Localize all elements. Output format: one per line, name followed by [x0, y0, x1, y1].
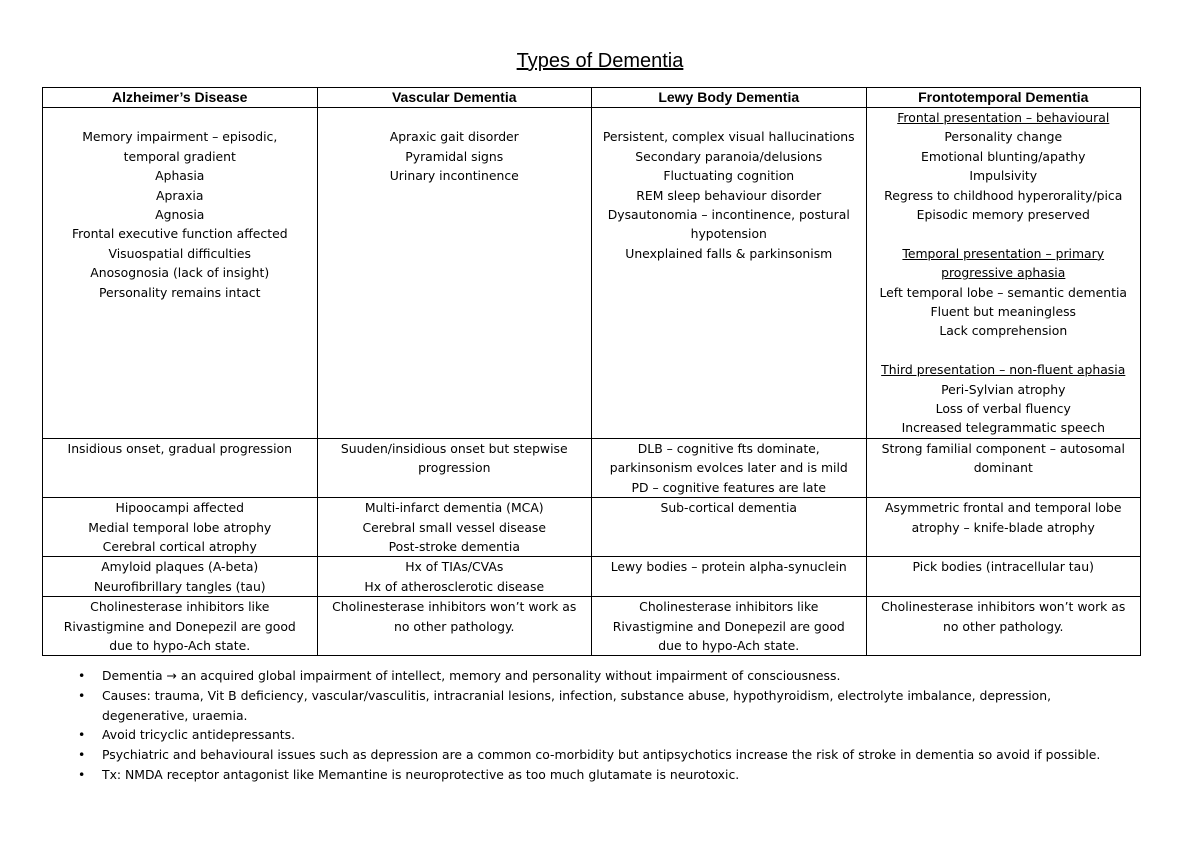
text-line: Peri-Sylvian atrophy [941, 381, 1066, 397]
text-line: atrophy – knife-blade atrophy [911, 519, 1095, 535]
note-item [78, 765, 1138, 785]
text-line: Visuospatial difficulties [108, 245, 251, 261]
cell-lbd-treatment [592, 597, 867, 656]
text-line: Sub-cortical dementia [660, 500, 798, 516]
text-line: temporal gradient [123, 148, 236, 164]
row-anatomy [43, 498, 1141, 557]
header-lewy-body: Lewy Body Dementia [592, 88, 867, 108]
subheading-temporal: progressive aphasia [941, 265, 1066, 281]
note-item [78, 666, 1138, 686]
text-line: progression [418, 460, 491, 476]
header-alzheimers: Alzheimer’s Disease [43, 88, 318, 108]
text-line: Cerebral cortical atrophy [102, 538, 257, 554]
text-line: Medial temporal lobe atrophy [88, 519, 272, 535]
text-line: Agnosia [155, 207, 205, 223]
text-line: Neurofibrillary tangles (tau) [93, 578, 266, 594]
cell-lbd-onset [592, 438, 867, 497]
text-line: due to hypo-Ach state. [658, 637, 800, 653]
text-line: parkinsonism evolces later and is mild [609, 460, 848, 476]
bullet-icon: • [78, 668, 86, 683]
cell-ad-onset [43, 438, 318, 497]
text-line: hypotension [690, 226, 767, 242]
note-text: Avoid tricyclic antidepressants. [102, 727, 296, 743]
text-line: Pyramidal signs [405, 148, 504, 164]
text-line: Frontal executive function affected [71, 226, 288, 242]
text-line: PD – cognitive features are late [631, 479, 826, 495]
cell-ftd-features [866, 108, 1141, 439]
text-line: due to hypo-Ach state. [109, 637, 251, 653]
cell-ad-anatomy [43, 498, 318, 557]
cell-vd-pathology [317, 557, 592, 597]
cell-vd-treatment [317, 597, 592, 656]
text-line: Dysautonomia – incontinence, postural [607, 207, 850, 223]
text-line: Multi-infarct dementia (MCA) [364, 500, 544, 516]
text-line: Left temporal lobe – semantic dementia [879, 284, 1127, 300]
subheading-frontal: Frontal presentation – behavioural [897, 110, 1110, 125]
text-line: Loss of verbal fluency [935, 401, 1071, 417]
text-line: Hipoocampi affected [115, 500, 244, 516]
note-text: Causes: trauma, Vit B deficiency, vascular/vasculitis, intracranial lesions, infection, substance abuse, hypothyroidism, electrolyte imbalance, depression, [102, 687, 1052, 703]
subheading-third: Third presentation – non-fluent aphasia [881, 362, 1126, 378]
text-line: Hx of TIAs/CVAs [405, 559, 504, 575]
note-item [78, 686, 1138, 726]
text-line [871, 341, 1137, 360]
text-line: REM sleep behaviour disorder [636, 187, 822, 203]
text-line: Urinary incontinence [389, 168, 519, 184]
row-pathology [43, 557, 1141, 597]
cell-vd-onset [317, 438, 592, 497]
note-text: Tx: NMDA receptor antagonist like Memantine is neuroprotective as too much glutamate is neurotoxic. [102, 766, 740, 782]
text-line: Aphasia [155, 168, 205, 184]
text-line: Hx of atherosclerotic disease [364, 578, 545, 594]
cell-vd-features [317, 108, 592, 439]
bullet-icon: • [78, 747, 86, 763]
text-line: Episodic memory preserved [916, 207, 1090, 223]
dementia-table [42, 87, 1141, 656]
text-line: Rivastigmine and Donepezil are good [612, 618, 845, 634]
text-line: Suuden/insidious onset but stepwise [340, 440, 568, 456]
row-onset [43, 438, 1141, 497]
text-line [47, 108, 313, 127]
cell-ad-pathology [43, 557, 318, 597]
header-vascular: Vascular Dementia [317, 88, 592, 108]
text-line: Asymmetric frontal and temporal lobe [885, 500, 1122, 516]
bullet-icon: • [78, 687, 86, 703]
text-line: Cerebral small vessel disease [362, 519, 547, 535]
bullet-icon: • [78, 766, 86, 782]
text-line: Strong familial component – autosomal [881, 440, 1125, 456]
text-line: no other pathology. [394, 618, 515, 634]
text-line: Lack comprehension [939, 323, 1068, 339]
text-line: Cholinesterase inhibitors won’t work as [332, 599, 577, 615]
text-line: no other pathology. [943, 618, 1064, 634]
text-line: Secondary paranoia/delusions [635, 148, 823, 164]
text-line [871, 224, 1137, 243]
text-line: Emotional blunting/apathy [921, 148, 1086, 164]
text-line: Rivastigmine and Donepezil are good [63, 618, 296, 634]
header-frontotemporal: Frontotemporal Dementia [866, 88, 1141, 108]
note-text: degenerative, uraemia. [102, 707, 248, 723]
text-line [322, 108, 588, 127]
text-line: Unexplained falls & parkinsonism [625, 245, 833, 261]
text-line: Cholinesterase inhibitors like [90, 599, 270, 615]
text-line: Fluent but meaningless [930, 304, 1076, 320]
text-line: Fluctuating cognition [663, 168, 795, 184]
cell-lbd-pathology [592, 557, 867, 597]
text-line: Increased telegrammatic speech [901, 420, 1105, 436]
cell-lbd-features [592, 108, 867, 439]
cell-ftd-treatment [866, 597, 1141, 656]
cell-ad-treatment [43, 597, 318, 656]
text-line: Amyloid plaques (A-beta) [101, 559, 259, 575]
cell-ftd-onset [866, 438, 1141, 497]
text-line: Impulsivity [969, 168, 1038, 184]
text-line: Regress to childhood hyperorality/pica [884, 187, 1123, 203]
note-text: Dementia → an acquired global impairment of intellect, memory and personality without impairment of consciousness. [102, 668, 841, 683]
text-line: Apraxic gait disorder [389, 129, 519, 145]
text-line [596, 108, 862, 127]
text-line: Post-stroke dementia [388, 538, 520, 554]
cell-ftd-pathology [866, 557, 1141, 597]
subheading-temporal: Temporal presentation – primary [902, 245, 1105, 261]
page-title: Types of Dementia [516, 50, 684, 72]
text-line: Personality change [944, 129, 1063, 145]
text-line: Memory impairment – episodic, [82, 129, 278, 145]
text-line: Insidious onset, gradual progression [67, 440, 292, 456]
text-line: Anosognosia (lack of insight) [90, 265, 270, 281]
text-line: Cholinesterase inhibitors like [639, 599, 819, 615]
row-treatment [43, 597, 1141, 656]
text-line: Apraxia [156, 187, 204, 203]
note-item [78, 745, 1138, 765]
text-line: Persistent, complex visual hallucinations [602, 129, 855, 145]
text-line: Pick bodies (intracellular tau) [912, 559, 1094, 575]
cell-vd-anatomy [317, 498, 592, 557]
text-line: DLB – cognitive fts dominate, [637, 440, 820, 456]
bullet-icon: • [78, 727, 86, 743]
cell-ad-features [43, 108, 318, 439]
text-line: Personality remains intact [99, 284, 261, 300]
text-line: Lewy bodies – protein alpha-synuclein [610, 559, 847, 575]
text-line: dominant [973, 460, 1033, 476]
note-item [78, 725, 1138, 745]
notes-list [78, 666, 1138, 785]
cell-lbd-anatomy [592, 498, 867, 557]
note-text: Psychiatric and behavioural issues such as depression are a common co-morbidity but antipsychotics increase the risk of stroke in dementia so avoid if possible. [102, 747, 1101, 763]
row-clinical-features [43, 108, 1141, 439]
header-row [43, 88, 1141, 108]
cell-ftd-anatomy [866, 498, 1141, 557]
text-line: Cholinesterase inhibitors won’t work as [881, 599, 1126, 615]
